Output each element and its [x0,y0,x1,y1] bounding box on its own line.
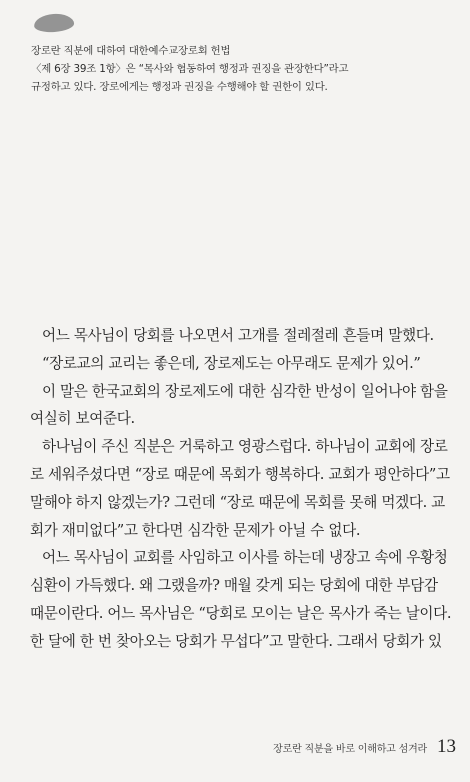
note-line: 장로란 직분에 대하여 대한예수교장로회 헌법 [31,45,231,57]
body-line: 여실히 보여준다. [30,410,135,428]
body-line: 한 달에 한 번 찾아오는 당회가 무섭다”고 말한다. 그래서 당회가 있 [30,632,442,650]
page-number: 13 [437,736,456,757]
body-line: 심환이 가득했다. 왜 그랬을까? 매월 갖게 되는 당회에 대한 부담감 [30,577,438,595]
body-line: 이 말은 한국교회의 장로제도에 대한 심각한 반성이 일어나야 함을 [42,382,448,400]
body-line: “장로교의 교리는 좋은데, 장로제도는 아무래도 문제가 있어.” [42,354,421,372]
note-line: 규정하고 있다. 장로에게는 행정과 권징을 수행해야 할 권한이 있다. [31,81,328,93]
note-line: 〈제 6장 39조 1항〉은 “목사와 협동하여 행정과 권징을 관장한다”라고 [31,63,349,75]
body-line: 말해야 하지 않겠는가? 그런데 “장로 때문에 목회를 못해 먹겠다. 교 [30,493,445,511]
body-line: 하나님이 주신 직분은 거룩하고 영광스럽다. 하나님이 교회에 장로 [42,438,448,456]
body-text [30,322,452,656]
body-line: 때문이란다. 어느 목사님은 “당회로 모이는 날은 목사가 죽는 날이다. [30,604,452,622]
running-title: 장로란 직분을 바로 이해하고 섬겨라 [273,744,427,755]
sidebar-note [31,42,441,96]
body-line: 어느 목사님이 당회를 나오면서 고개를 절레절레 흔들며 말했다. [42,327,434,344]
body-line: 어느 목사님이 교회를 사임하고 이사를 하는데 냉장고 속에 우황청 [42,549,448,567]
leaf-ornament-icon [33,13,74,34]
body-line: 회가 재미없다”고 한다면 심각한 문제가 아닐 수 없다. [30,521,361,539]
page-footer [273,736,456,758]
body-line: 로 세워주셨다면 “장로 때문에 목회가 행복하다. 교회가 평안하다”고 [30,465,450,483]
